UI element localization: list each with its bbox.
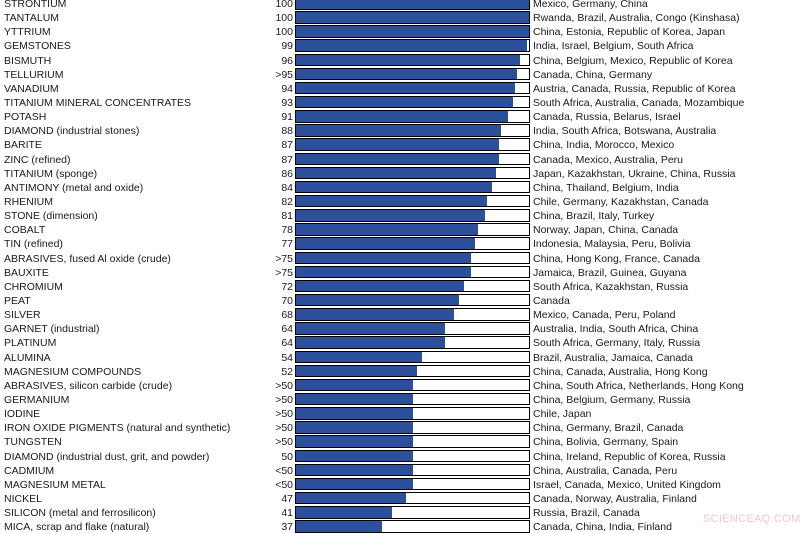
chart-row <box>0 25 800 39</box>
import-sources-label: Canada, Russia, Belarus, Israel <box>533 111 681 124</box>
bar-fill <box>296 139 499 150</box>
chart-row <box>0 96 800 110</box>
percent-label: 99 <box>281 40 293 53</box>
bar-fill <box>296 281 464 292</box>
watermark: SCIENCEAQ.COM <box>703 513 800 525</box>
bar-track <box>295 237 530 250</box>
commodity-label: ANTIMONY (metal and oxide) <box>4 181 144 194</box>
percent-label: >95 <box>275 68 293 81</box>
bar-track <box>295 82 530 95</box>
percent-label: >75 <box>275 266 293 279</box>
bar-track <box>295 223 530 236</box>
import-sources-label: Austria, Canada, Russia, Republic of Korea <box>533 82 736 95</box>
chart-row <box>0 110 800 124</box>
chart-row <box>0 266 800 280</box>
import-sources-label: China, Ireland, Republic of Korea, Russia <box>533 450 726 463</box>
import-sources-label: China, Belgium, Germany, Russia <box>533 393 691 406</box>
bar-fill <box>296 465 413 476</box>
chart-row <box>0 237 800 251</box>
bar-fill <box>296 40 527 51</box>
percent-label: >50 <box>275 379 293 392</box>
commodity-label: BISMUTH <box>4 54 52 67</box>
import-sources-label: China, Brazil, Italy, Turkey <box>533 210 655 223</box>
chart-row <box>0 252 800 266</box>
chart-row <box>0 379 800 393</box>
bar-track <box>295 181 530 194</box>
chart-row <box>0 124 800 138</box>
percent-label: >50 <box>275 436 293 449</box>
bar-fill <box>296 323 445 334</box>
percent-label: 87 <box>281 153 293 166</box>
commodity-label: CADMIUM <box>4 464 55 477</box>
bar-track <box>295 195 530 208</box>
chart-row <box>0 435 800 449</box>
chart-row <box>0 167 800 181</box>
bar-track <box>295 209 530 222</box>
import-sources-label: Canada, China, Germany <box>533 68 653 81</box>
commodity-label: IRON OXIDE PIGMENTS (natural and synthetic) <box>4 422 231 435</box>
percent-label: 52 <box>281 365 293 378</box>
chart-row <box>0 138 800 152</box>
chart-row <box>0 450 800 464</box>
import-sources-label: China, Belgium, Mexico, Republic of Korea <box>533 54 733 67</box>
chart-row <box>0 39 800 53</box>
chart-row <box>0 393 800 407</box>
bar-track <box>295 153 530 166</box>
chart-row <box>0 520 800 534</box>
bar-track <box>295 54 530 67</box>
commodity-label: TELLURIUM <box>4 68 64 81</box>
chart-row <box>0 82 800 96</box>
bar-fill <box>296 394 413 405</box>
chart-row <box>0 365 800 379</box>
commodity-label: MAGNESIUM METAL <box>4 478 106 491</box>
bar-track <box>295 351 530 364</box>
bar-track <box>295 308 530 321</box>
percent-label: 77 <box>281 238 293 251</box>
bar-fill <box>296 493 406 504</box>
commodity-label: IODINE <box>4 408 41 421</box>
bar-fill <box>296 182 492 193</box>
commodity-label: TANTALUM <box>4 12 60 25</box>
percent-label: >75 <box>275 252 293 265</box>
chart-row <box>0 336 800 350</box>
chart-row <box>0 351 800 365</box>
bar-track <box>295 393 530 406</box>
percent-label: 87 <box>281 139 293 152</box>
import-sources-label: Japan, Kazakhstan, Ukraine, China, Russia <box>533 167 736 180</box>
bar-fill <box>296 408 413 419</box>
chart-row <box>0 11 800 25</box>
percent-label: 50 <box>281 450 293 463</box>
commodity-label: GARNET (industrial) <box>4 323 100 336</box>
import-sources-label: South Africa, Kazakhstan, Russia <box>533 280 689 293</box>
import-sources-label: China, Germany, Brazil, Canada <box>533 422 684 435</box>
import-sources-label: South Africa, Germany, Italy, Russia <box>533 337 701 350</box>
commodity-label: RHENIUM <box>4 195 53 208</box>
import-sources-label: Canada, China, India, Finland <box>533 521 672 534</box>
bar-fill <box>296 295 459 306</box>
commodity-label: ALUMINA <box>4 351 51 364</box>
chart-row <box>0 54 800 68</box>
bar-track <box>295 464 530 477</box>
bar-fill <box>296 196 487 207</box>
chart-row <box>0 195 800 209</box>
percent-label: 86 <box>281 167 293 180</box>
chart-row <box>0 294 800 308</box>
bar-fill <box>296 154 499 165</box>
bar-fill <box>296 224 478 235</box>
bar-track <box>295 294 530 307</box>
bar-fill <box>296 521 382 532</box>
import-sources-label: South Africa, Australia, Canada, Mozambique <box>533 96 745 109</box>
import-sources-label: China, Thailand, Belgium, India <box>533 181 679 194</box>
import-sources-label: Canada <box>533 294 570 307</box>
bar-fill <box>296 210 485 221</box>
bar-fill <box>296 352 422 363</box>
percent-label: <50 <box>275 464 293 477</box>
commodity-label: GERMANIUM <box>4 393 70 406</box>
bar-track <box>295 11 530 24</box>
bar-track <box>295 506 530 519</box>
percent-label: >50 <box>275 422 293 435</box>
chart-row <box>0 322 800 336</box>
percent-label: 78 <box>281 224 293 237</box>
bar-track <box>295 365 530 378</box>
chart-row <box>0 280 800 294</box>
commodity-label: NICKEL <box>4 492 42 505</box>
commodity-label: GEMSTONES <box>4 40 71 53</box>
percent-label: 94 <box>281 82 293 95</box>
percent-label: 41 <box>281 507 293 520</box>
import-sources-label: Mexico, Germany, China <box>533 0 648 10</box>
bar-track <box>295 25 530 38</box>
import-sources-label: China, India, Morocco, Mexico <box>533 139 675 152</box>
bar-fill <box>296 366 417 377</box>
bar-track <box>295 492 530 505</box>
chart-row <box>0 223 800 237</box>
bar-fill <box>296 451 413 462</box>
bar-track <box>295 450 530 463</box>
bar-fill <box>296 111 508 122</box>
commodity-label: YTTRIUM <box>4 26 51 39</box>
bar-fill <box>296 12 529 23</box>
bar-fill <box>296 55 520 66</box>
percent-label: 100 <box>275 12 293 25</box>
bar-track <box>295 167 530 180</box>
import-sources-label: India, Israel, Belgium, South Africa <box>533 40 694 53</box>
chart-row <box>0 209 800 223</box>
chart-row <box>0 0 800 11</box>
percent-label: 47 <box>281 492 293 505</box>
import-sources-label: Russia, Brazil, Canada <box>533 507 640 520</box>
percent-label: 88 <box>281 125 293 138</box>
bar-fill <box>296 238 475 249</box>
import-sources-label: Chile, Germany, Kazakhstan, Canada <box>533 195 709 208</box>
percent-label: 91 <box>281 111 293 124</box>
bar-track <box>295 138 530 151</box>
percent-label: 64 <box>281 337 293 350</box>
chart-row <box>0 464 800 478</box>
import-sources-label: India, South Africa, Botswana, Australia <box>533 125 717 138</box>
percent-label: 72 <box>281 280 293 293</box>
import-sources-label: Australia, India, South Africa, China <box>533 323 699 336</box>
commodity-label: MICA, scrap and flake (natural) <box>4 521 150 534</box>
import-sources-label: Canada, Mexico, Australia, Peru <box>533 153 683 166</box>
percent-label: 54 <box>281 351 293 364</box>
bar-fill <box>296 83 515 94</box>
bar-track <box>295 266 530 279</box>
import-sources-label: Indonesia, Malaysia, Peru, Bolivia <box>533 238 691 251</box>
bar-fill <box>296 422 413 433</box>
import-sources-label: China, Hong Kong, France, Canada <box>533 252 700 265</box>
percent-label: 37 <box>281 521 293 534</box>
commodity-label: VANADIUM <box>4 82 59 95</box>
percent-label: 64 <box>281 323 293 336</box>
commodity-label: POTASH <box>4 111 47 124</box>
chart-row <box>0 492 800 506</box>
percent-label: 82 <box>281 195 293 208</box>
bar-track <box>295 379 530 392</box>
commodity-label: BARITE <box>4 139 42 152</box>
bar-fill <box>296 26 529 37</box>
bar-track <box>295 407 530 420</box>
import-sources-label: China, Bolivia, Germany, Spain <box>533 436 679 449</box>
commodity-label: BAUXITE <box>4 266 49 279</box>
import-sources-label: Canada, Norway, Australia, Finland <box>533 492 697 505</box>
bar-track <box>295 96 530 109</box>
bar-fill <box>296 507 392 518</box>
commodity-label: PEAT <box>4 294 31 307</box>
commodity-label: MAGNESIUM COMPOUNDS <box>4 365 142 378</box>
commodity-label: COBALT <box>4 224 46 237</box>
bar-track <box>295 336 530 349</box>
chart-row <box>0 421 800 435</box>
percent-label: 93 <box>281 96 293 109</box>
chart-row <box>0 181 800 195</box>
commodity-label: TUNGSTEN <box>4 436 62 449</box>
commodity-label: PLATINUM <box>4 337 57 350</box>
import-sources-label: China, Canada, Australia, Hong Kong <box>533 365 708 378</box>
bar-track <box>295 421 530 434</box>
commodity-label: DIAMOND (industrial stones) <box>4 125 140 138</box>
bar-track <box>295 280 530 293</box>
commodity-label: TITANIUM MINERAL CONCENTRATES <box>4 96 192 109</box>
bar-fill <box>296 309 454 320</box>
commodity-label: ZINC (refined) <box>4 153 71 166</box>
bar-fill <box>296 253 471 264</box>
percent-label: 68 <box>281 309 293 322</box>
bar-fill <box>296 479 413 490</box>
import-sources-label: Brazil, Australia, Jamaica, Canada <box>533 351 693 364</box>
bar-track <box>295 0 530 10</box>
import-sources-label: Chile, Japan <box>533 408 592 421</box>
commodity-label: STONE (dimension) <box>4 210 98 223</box>
chart-row <box>0 407 800 421</box>
bar-fill <box>296 97 513 108</box>
import-sources-label: Mexico, Canada, Peru, Poland <box>533 309 676 322</box>
import-sources-label: China, South Africa, Netherlands, Hong Kong <box>533 379 744 392</box>
chart-row <box>0 506 800 520</box>
bar-track <box>295 124 530 137</box>
commodity-label: SILVER <box>4 309 41 322</box>
percent-label: >50 <box>275 393 293 406</box>
commodity-label: CHROMIUM <box>4 280 63 293</box>
bar-fill <box>296 267 471 278</box>
percent-label: 100 <box>275 26 293 39</box>
commodity-label: ABRASIVES, silicon carbide (crude) <box>4 379 173 392</box>
percent-label: 81 <box>281 210 293 223</box>
commodity-label: SILICON (metal and ferrosilicon) <box>4 507 156 520</box>
bar-fill <box>296 168 496 179</box>
import-sources-label: Israel, Canada, Mexico, United Kingdom <box>533 478 721 491</box>
commodity-label: TITANIUM (sponge) <box>4 167 98 180</box>
bar-track <box>295 110 530 123</box>
percent-label: <50 <box>275 478 293 491</box>
bar-track <box>295 478 530 491</box>
percent-label: 100 <box>275 0 293 10</box>
chart-row <box>0 68 800 82</box>
bar-track <box>295 322 530 335</box>
import-sources-label: China, Australia, Canada, Peru <box>533 464 678 477</box>
percent-label: 70 <box>281 294 293 307</box>
bar-track <box>295 39 530 52</box>
bar-track <box>295 252 530 265</box>
percent-label: 96 <box>281 54 293 67</box>
bar-fill <box>296 125 501 136</box>
bar-track <box>295 520 530 533</box>
chart-row <box>0 308 800 322</box>
import-sources-label: Norway, Japan, China, Canada <box>533 224 679 237</box>
bar-fill <box>296 337 445 348</box>
percent-label: 84 <box>281 181 293 194</box>
import-sources-label: China, Estonia, Republic of Korea, Japan <box>533 26 726 39</box>
import-sources-label: Jamaica, Brazil, Guinea, Guyana <box>533 266 687 279</box>
commodity-label: DIAMOND (industrial dust, grit, and powder) <box>4 450 210 463</box>
chart-row <box>0 478 800 492</box>
bar-fill <box>296 380 413 391</box>
percent-label: >50 <box>275 408 293 421</box>
bar-fill <box>296 436 413 447</box>
bar-fill <box>296 69 517 80</box>
bar-track <box>295 68 530 81</box>
commodity-label: TIN (refined) <box>4 238 63 251</box>
commodity-label: STRONTIUM <box>4 0 67 10</box>
import-sources-label: Rwanda, Brazil, Australia, Congo (Kinshasa) <box>533 12 740 25</box>
commodity-label: ABRASIVES, fused Al oxide (crude) <box>4 252 171 265</box>
bar-fill <box>296 0 529 9</box>
bar-track <box>295 435 530 448</box>
chart-row <box>0 153 800 167</box>
